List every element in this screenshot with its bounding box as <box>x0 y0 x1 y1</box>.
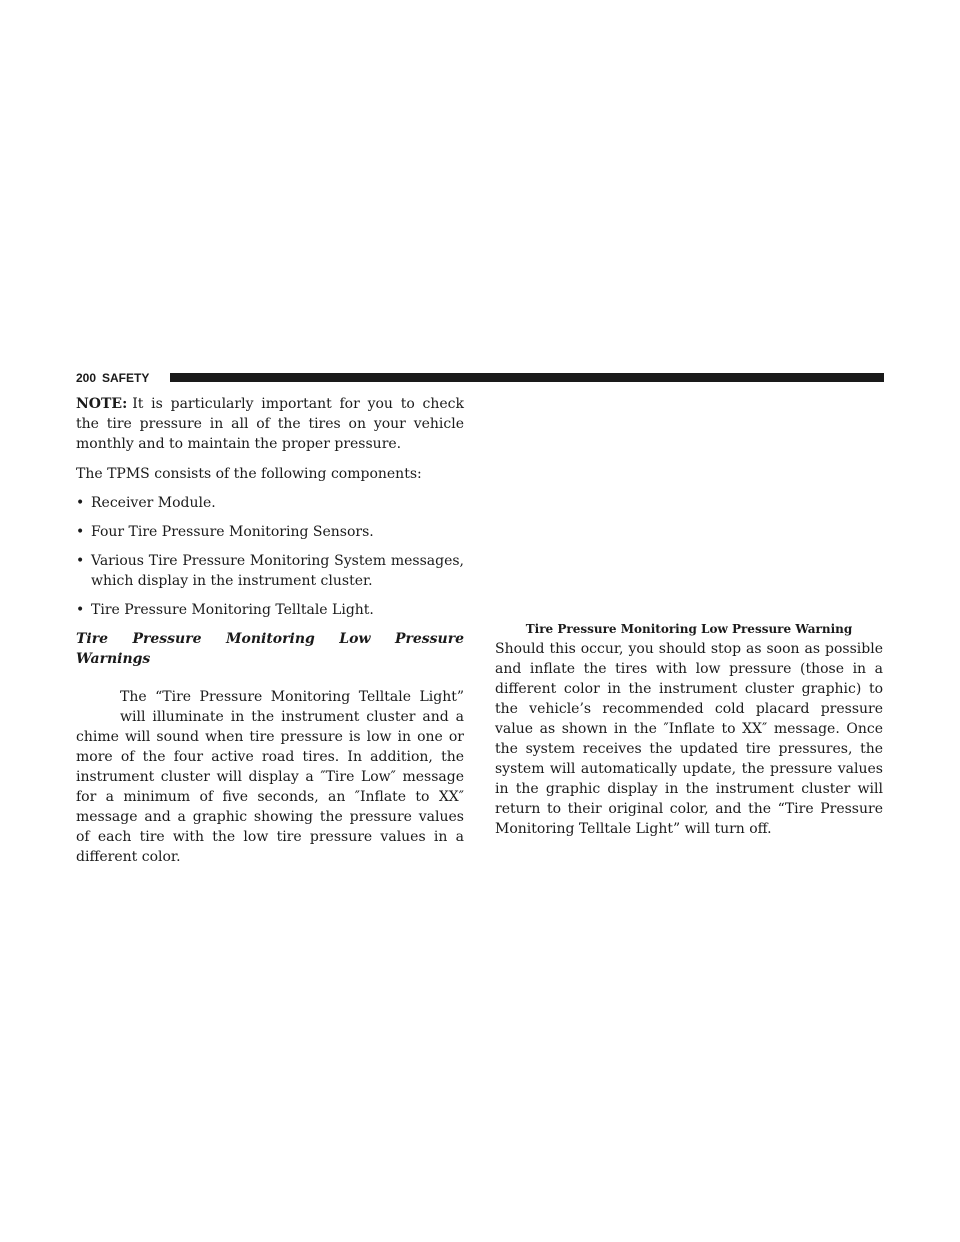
list-item <box>76 522 464 542</box>
page-header <box>76 370 884 386</box>
left-column <box>76 394 464 867</box>
right-paragraph: Should this occur, you should stop as soon as possible and inflate the tires with low pressure (those in a different color in the instrument cluster graphic) to the vehicle’s recommended cold placard pressure value as shown in the ″Inflate to XX″ message. Once the system receives the updated tire pressures, the system will automatically update, the pressure values in the graphic display in the instrument cluster will return to their original color, and the “Tire Pressure Monitoring Telltale Light” will turn off. <box>495 641 883 837</box>
bullet-icon: • <box>76 495 85 511</box>
note-label: NOTE: <box>76 396 128 412</box>
page-number: 200 <box>76 371 97 385</box>
header-rule <box>170 373 884 382</box>
bullet-icon: • <box>76 553 85 569</box>
list-item-text: Various Tire Pressure Monitoring System messages, which display in the instrument cluster. <box>91 553 464 589</box>
bullet-icon: • <box>76 602 85 618</box>
warning-paragraph-block <box>76 687 464 867</box>
list-item-text: Tire Pressure Monitoring Telltale Light. <box>91 602 374 618</box>
section-subheading: Tire Pressure Monitoring Low Pressure Warnings <box>76 631 464 667</box>
list-item <box>76 551 464 591</box>
note-text: It is particularly important for you to check the tire pressure in all of the tires on your vehicle monthly and to maintain the proper pressure. <box>76 396 464 452</box>
list-item-text: Four Tire Pressure Monitoring Sensors. <box>91 524 374 540</box>
note-paragraph <box>76 394 464 454</box>
list-item-text: Receiver Module. <box>91 495 216 511</box>
components-list <box>76 493 464 620</box>
components-intro: The TPMS consists of the following components: <box>76 466 422 482</box>
figure-caption: Tire Pressure Monitoring Low Pressure Warning <box>525 622 853 636</box>
section-title: SAFETY <box>102 371 150 385</box>
right-column <box>495 621 883 839</box>
warning-paragraph: The “Tire Pressure Monitoring Telltale Light” will illuminate in the instrument cluster and a chime will sound when tire pressure is low in one or more of the four active road tires. In addition, the instrument cluster will display a ″Tire Low″ message for a minimum of five seconds, an ″Inflate to XX″ message and a graphic showing the pressure values of each tire with the low tire pressure values in a different color. <box>76 689 464 865</box>
list-item <box>76 600 464 620</box>
list-item <box>76 493 464 513</box>
bullet-icon: • <box>76 524 85 540</box>
telltale-icon <box>76 687 120 725</box>
